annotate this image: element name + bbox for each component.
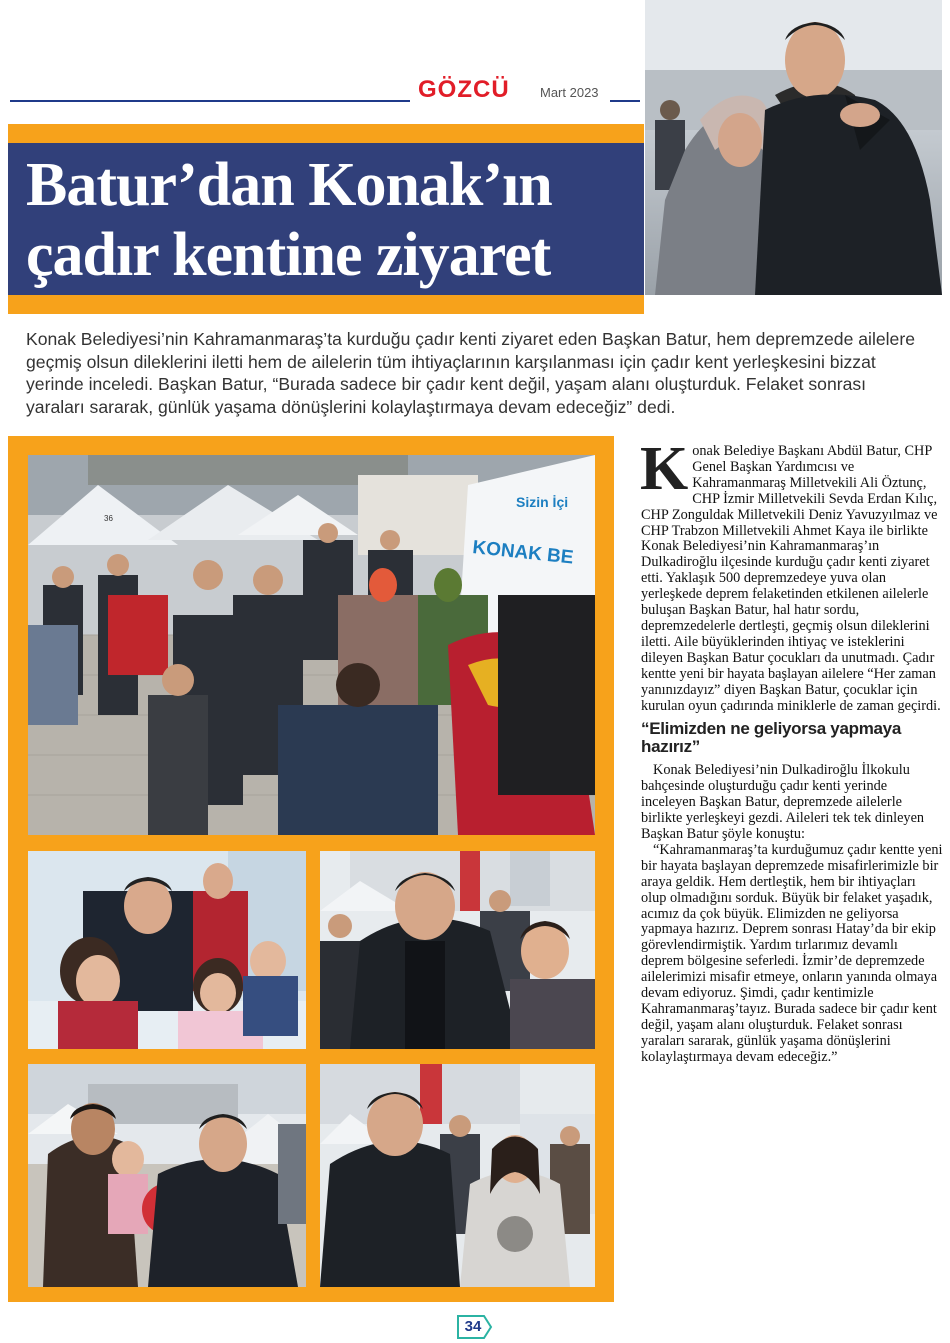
article-body <box>640 435 943 1066</box>
gallery-photo-girl <box>320 1064 595 1287</box>
page-number-badge <box>456 1314 494 1340</box>
title-line-2: çadır kentine ziyaret <box>26 221 551 289</box>
magazine-brand: GÖZCÜ <box>418 76 510 103</box>
issue-date: Mart 2023 <box>540 85 599 100</box>
gallery-photo-main <box>28 455 595 835</box>
tent-sign-1: Sizin İçi <box>516 494 569 510</box>
title-line-1: Batur’dan Konak’ın <box>26 151 552 219</box>
article-paragraph-1: onak Belediye Başkanı Abdül Batur, CHP Genel Başkan Yardımcısı ve Kahramanmaraş Milletvekili Ali Öztunç, CHP İzmir Milletvekili Sevda Erdan Kılıç, CHP Zonguldak Milletvekili Deniz Yavuzyılmaz ve CHP Trabzon Milletvekili Ahmet Kaya ile birlikte Konak Belediyesi’nin Kahramanmaraş’ın Dulkadiroğlu ilçesinde kurduğu çadır kenti ziyaret etti. Yaklaşık 500 depremzedeye yuva olan yerleşkede deprem felaketinden etkilenen ailelerle buluşan Başkan Batur, hal hatır sordu, depremzedelerle dertleşti, geçmiş olsun dileklerini iletti. Aile büyüklerinden ihtiyaç ve isteklerini dileyen Başkan Batur çocukları da unutmadı. Çadır kentte yeni bir hayata başlayan ailelere “Her zaman yanınızdayız” diyen Başkan Batur, çocuklar için kurulan oyun çadırında miniklerle de zaman geçirdi. <box>641 443 941 714</box>
gallery-photo-boy <box>320 851 595 1049</box>
lead-paragraph: Konak Belediyesi’nin Kahramanmaraş’ta kurduğu çadır kenti ziyaret eden Başkan Batur, hem depremzede ailelere geçmiş olsun dileklerini iletti hem de ailelerin tüm ihtiyaçlarının karşılanması için çadır kent yerleşkesini bizzat yerinde inceledi. Başkan Batur, “Burada sadece bir çadır kent değil, yaşam alanı oluşturduk. Felaket sonrası yaraları sararak, günlük yaşama dönüşlerini kolaylaştırmaya devam edeceğiz” dedi. <box>26 329 915 417</box>
hero-photo <box>645 0 942 295</box>
masthead-rule-right <box>610 100 640 102</box>
gallery-photo-child <box>28 1064 306 1287</box>
gallery-photo-playroom <box>28 851 306 1049</box>
masthead-rule-left <box>10 100 410 102</box>
article-paragraph-3: “Kahramanmaraş’ta kurduğumuz çadır kentte yeni bir hayata başlayan depremzede misafirlerimizle bir araya geldik. Hem dertleştik, hem bir ihtiyaçları olup olmadığını sorduk. Büyük bir felaket yaşadık, acımız da çok büyük. Elimizden ne geliyorsa yapmaya hazırız. Deprem sonrası Hatay’da bir ekip görevlendirmiştik. Yardım tırlarımız devamlı deprem bölgesine seferledi. İzmir’de depremzede ailelerimizi misafir etmeye, onların yanında olmaya devam ediyoruz. Şimdi, çadır kentimizle Kahramanmaraş’tayız. Burada sadece bir çadır kent değil, yaşam alanı oluşturduk. Felaket sonrası yaraları sararak, günlük yaşama dönüşlerini kolaylaştırmaya devam edeceğiz.” <box>641 841 943 1065</box>
tent-number: 36 <box>104 514 113 523</box>
drop-cap: K <box>640 435 689 503</box>
article-subheading: “Elimizden ne geliyorsa yapmaya hazırız” <box>641 719 901 757</box>
page-number: 34 <box>464 1318 482 1335</box>
article-paragraph-2: Konak Belediyesi’nin Dulkadiroğlu İlkokulu bahçesinde oluşturduğu çadır kenti yerinde inceleyen Başkan Batur, depremzede ailelerle birlikte yerleşkeyi gezdi. Aileleri tek tek dinleyen Başkan Batur şöyle konuştu: <box>641 762 925 843</box>
page-title <box>26 150 636 290</box>
tent-sign-2: KONAK BE <box>471 537 575 569</box>
